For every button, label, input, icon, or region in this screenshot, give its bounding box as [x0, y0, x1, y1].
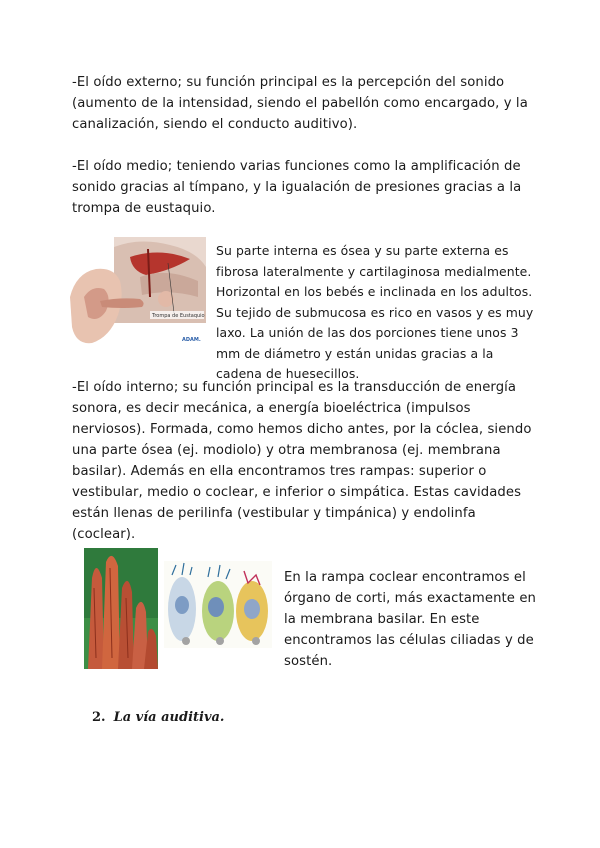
section-title: La vía auditiva.: [113, 710, 225, 725]
hair-cells-micrograph-illustration: [84, 548, 158, 669]
section-heading-via-auditiva: [92, 710, 224, 725]
ear-anatomy-figure: [70, 237, 206, 347]
ear-anatomy-illustration: [70, 237, 206, 347]
organ-of-corti-cells-figure: [164, 561, 272, 648]
paragraph-organo-corti: En la rampa coclear encontramos el órgano de corti, más exactamente en la membrana basilar. En este encontramos las células ciliadas y de sostén.: [284, 570, 536, 669]
paragraph-oido-externo: -El oído externo; su función principal es la percepción del sonido (aumento de la intensidad, siendo el pabellón como encargado, y la canalización, siendo el conducto auditivo).: [72, 75, 528, 132]
ear-figure-label: Trompa de Eustaquio: [152, 313, 205, 319]
paragraph-oido-medio: -El oído medio; teniendo varias funciones como la amplificación de sonido gracias al tímpano, y la igualación de presiones gracias a la trompa de eustaquio.: [72, 159, 522, 216]
paragraph-trompa-eustaquio: Su parte interna es ósea y su parte externa es fibrosa lateralmente y cartilaginosa medialmente. Horizontal en los bebés e inclinada en los adultos. Su tejido de submucosa es rico en vasos y es muy laxo. La unión de las dos porciones tiene unos 3 mm de diámetro y están unidas gracias a la cadena de huesecillos.: [216, 243, 534, 381]
ear-figure-credit: ADAM.: [182, 337, 201, 343]
hair-cells-micrograph: [84, 548, 158, 669]
section-number: 2.: [92, 710, 106, 725]
paragraph-oido-interno: -El oído interno; su función principal es la transducción de energía sonora, es decir mecánica, a energía bioeléctrica (impulsos nerviosos). Formada, como hemos dicho antes, por la cóclea, siendo una parte ósea (ej. modiolo) y otra membranosa (ej. membrana basilar). Además en ella encontramos tres rampas: superior o vestibular, medio o coclear, e inferior o simpática. Estas cavidades están llenas de perilinfa (vestibular y timpánica) y endolinfa (coclear).: [72, 380, 532, 542]
organ-of-corti-cells-illustration: [164, 561, 272, 648]
